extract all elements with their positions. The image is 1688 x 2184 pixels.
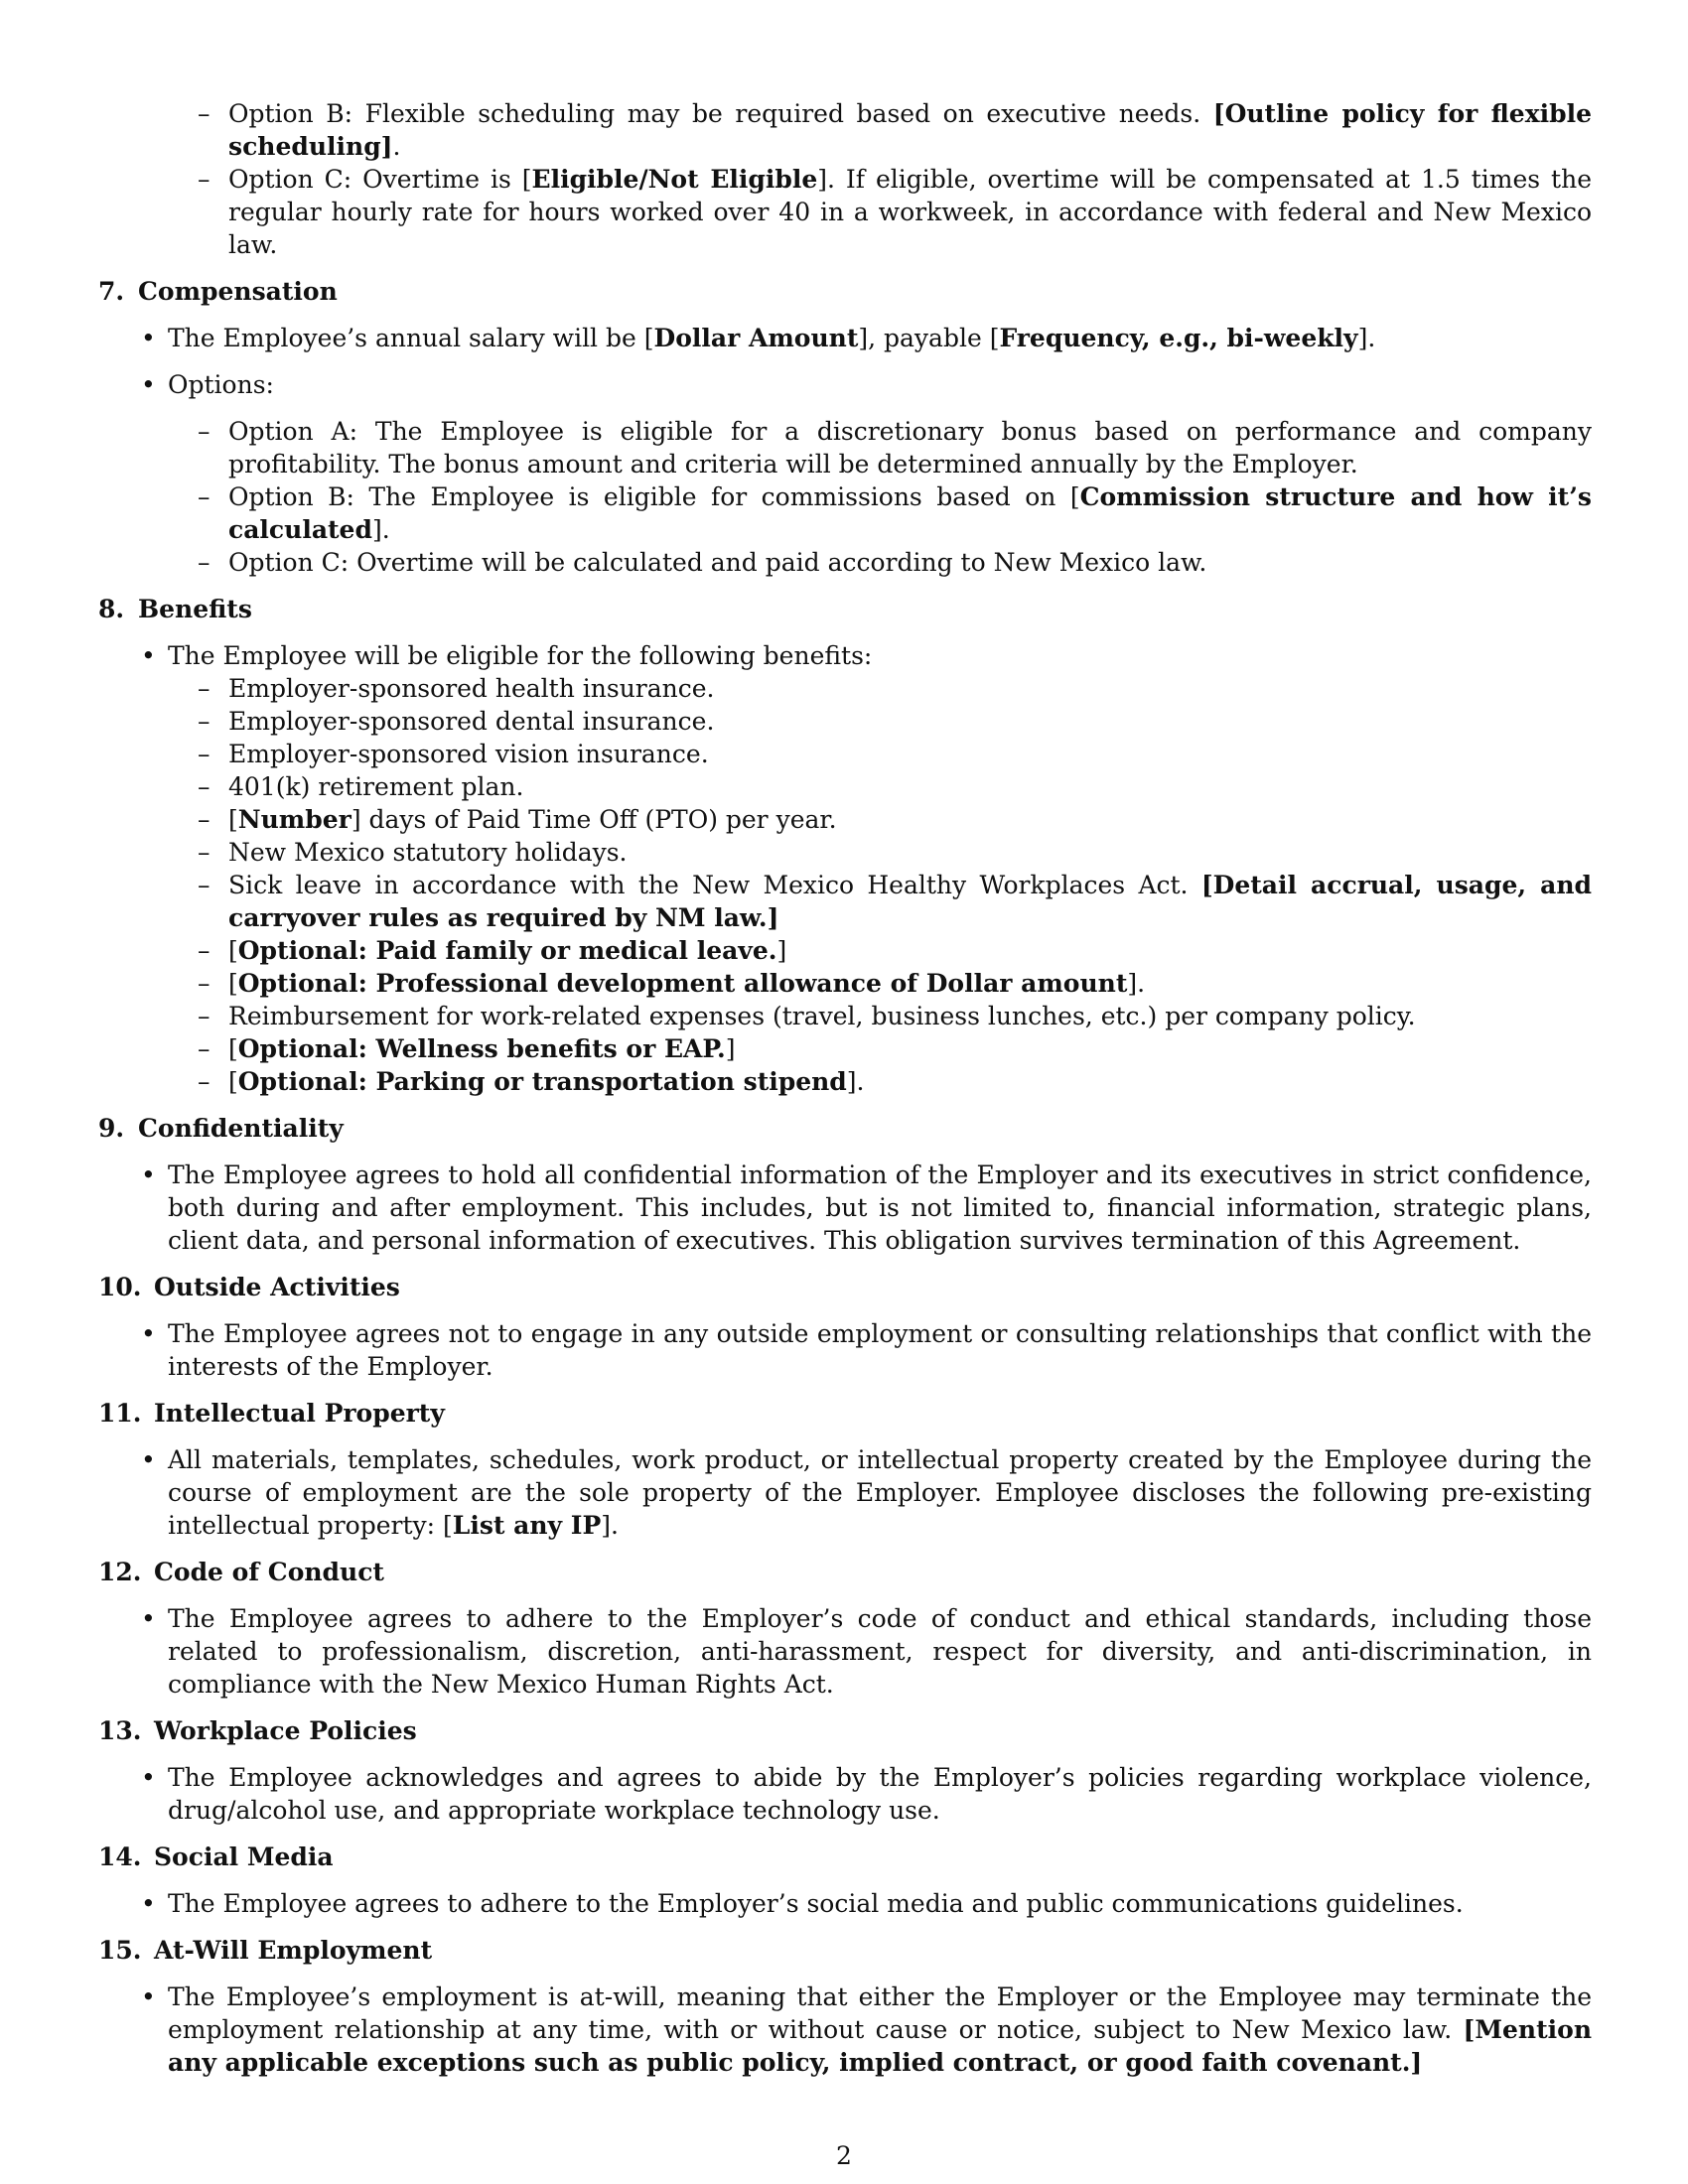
benefit-parking: – [Optional: Parking or transportation stipend]. (98, 1065, 1592, 1098)
section-heading: 9. Confidentiality (98, 1114, 344, 1143)
section-heading: 10. Outside Activities (98, 1273, 400, 1301)
benefit-sick-leave: – Sick leave in accordance with the New Mexico Healthy Workplaces Act. [Detail accrual, usage, and carryover rules as required by NM law.] (98, 869, 1592, 934)
compensation-option-b: – Option B: The Employee is eligible for commissions based on [Commission structure and how it’s calculated]. (98, 480, 1592, 546)
confidentiality-item: • The Employee agrees to hold all confidential information of the Employer and its executives in strict confidence, both during and after employment. This includes, but is not limited to, financial information, strategic plans, client data, and personal information of executives. This obligation survives termination of this Agreement. (98, 1159, 1592, 1257)
section-heading: 15. At-Will Employment (98, 1936, 433, 1965)
benefit-family-leave: – [Optional: Paid family or medical leave.] (98, 934, 1592, 967)
compensation-option-c: – Option C: Overtime will be calculated and paid according to New Mexico law. (98, 546, 1592, 579)
outside-activities-item: • The Employee agrees not to engage in any outside employment or consulting relationships that conflict with the interests of the Employer. (98, 1317, 1592, 1383)
document-page (98, 97, 1592, 2093)
page-number: 2 (836, 2141, 852, 2170)
benefit-reimbursement: – Reimbursement for work-related expenses (travel, business lunches, etc.) per company policy. (98, 1000, 1592, 1032)
benefit-development: – [Optional: Professional development allowance of Dollar amount]. (98, 967, 1592, 1000)
section-workplace-policies (98, 1714, 1592, 1827)
carryover-options (98, 97, 1592, 261)
section-heading: 7. Compensation (98, 277, 338, 306)
benefit-dental: – Employer-sponsored dental insurance. (98, 705, 1592, 738)
section-outside-activities (98, 1271, 1592, 1383)
hours-option-b: – Option B: Flexible scheduling may be required based on executive needs. [Outline policy for flexible scheduling]. (98, 97, 1592, 163)
intellectual-property-item: • All materials, templates, schedules, work product, or intellectual property created by the Employee during the course of employment are the sole property of the Employer. Employee discloses the following pre-existing intellectual property: [List any IP]. (98, 1443, 1592, 1542)
section-at-will-employment (98, 1934, 1592, 2079)
section-benefits (98, 593, 1592, 1098)
benefits-list (98, 672, 1592, 1098)
social-media-item: • The Employee agrees to adhere to the Employer’s social media and public communications guidelines. (98, 1887, 1592, 1920)
benefit-retirement: – 401(k) retirement plan. (98, 770, 1592, 803)
section-intellectual-property (98, 1397, 1592, 1542)
benefit-wellness: – [Optional: Wellness benefits or EAP.] (98, 1032, 1592, 1065)
section-compensation (98, 275, 1592, 579)
section-social-media (98, 1841, 1592, 1920)
section-heading: 14. Social Media (98, 1843, 334, 1871)
salary-item: • The Employee’s annual salary will be [Dollar Amount], payable [Frequency, e.g., bi-weekly]. (98, 322, 1592, 354)
section-heading: 11. Intellectual Property (98, 1399, 445, 1428)
benefits-intro: • The Employee will be eligible for the following benefits: (98, 639, 1592, 672)
benefit-pto: – [Number] days of Paid Time Off (PTO) per year. (98, 803, 1592, 836)
hours-option-c: – Option C: Overtime is [Eligible/Not Eligible]. If eligible, overtime will be compensated at 1.5 times the regular hourly rate for hours worked over 40 in a workweek, in accordance with federal and New Mexico law. (98, 163, 1592, 261)
section-code-of-conduct (98, 1556, 1592, 1701)
section-confidentiality (98, 1112, 1592, 1257)
workplace-policies-item: • The Employee acknowledges and agrees to abide by the Employer’s policies regarding workplace violence, drug/alcohol use, and appropriate workplace technology use. (98, 1761, 1592, 1827)
compensation-option-a: – Option A: The Employee is eligible for a discretionary bonus based on performance and company profitability. The bonus amount and criteria will be determined annually by the Employer. (98, 415, 1592, 480)
section-heading: 8. Benefits (98, 595, 252, 623)
section-heading: 12. Code of Conduct (98, 1558, 384, 1586)
options-item: • Options: (98, 368, 1592, 401)
compensation-options (98, 415, 1592, 579)
benefit-health: – Employer-sponsored health insurance. (98, 672, 1592, 705)
code-of-conduct-item: • The Employee agrees to adhere to the Employer’s code of conduct and ethical standards, including those related to professionalism, discretion, anti-harassment, respect for diversity, and anti-discrimination, in compliance with the New Mexico Human Rights Act. (98, 1602, 1592, 1701)
at-will-item: • The Employee’s employment is at-will, meaning that either the Employer or the Employee may terminate the employment relationship at any time, with or without cause or notice, subject to New Mexico law. [Mention any applicable exceptions such as public policy, implied contract, or good faith covenant.] (98, 1980, 1592, 2079)
section-heading: 13. Workplace Policies (98, 1716, 417, 1745)
benefit-holidays: – New Mexico statutory holidays. (98, 836, 1592, 869)
benefit-vision: – Employer-sponsored vision insurance. (98, 738, 1592, 770)
